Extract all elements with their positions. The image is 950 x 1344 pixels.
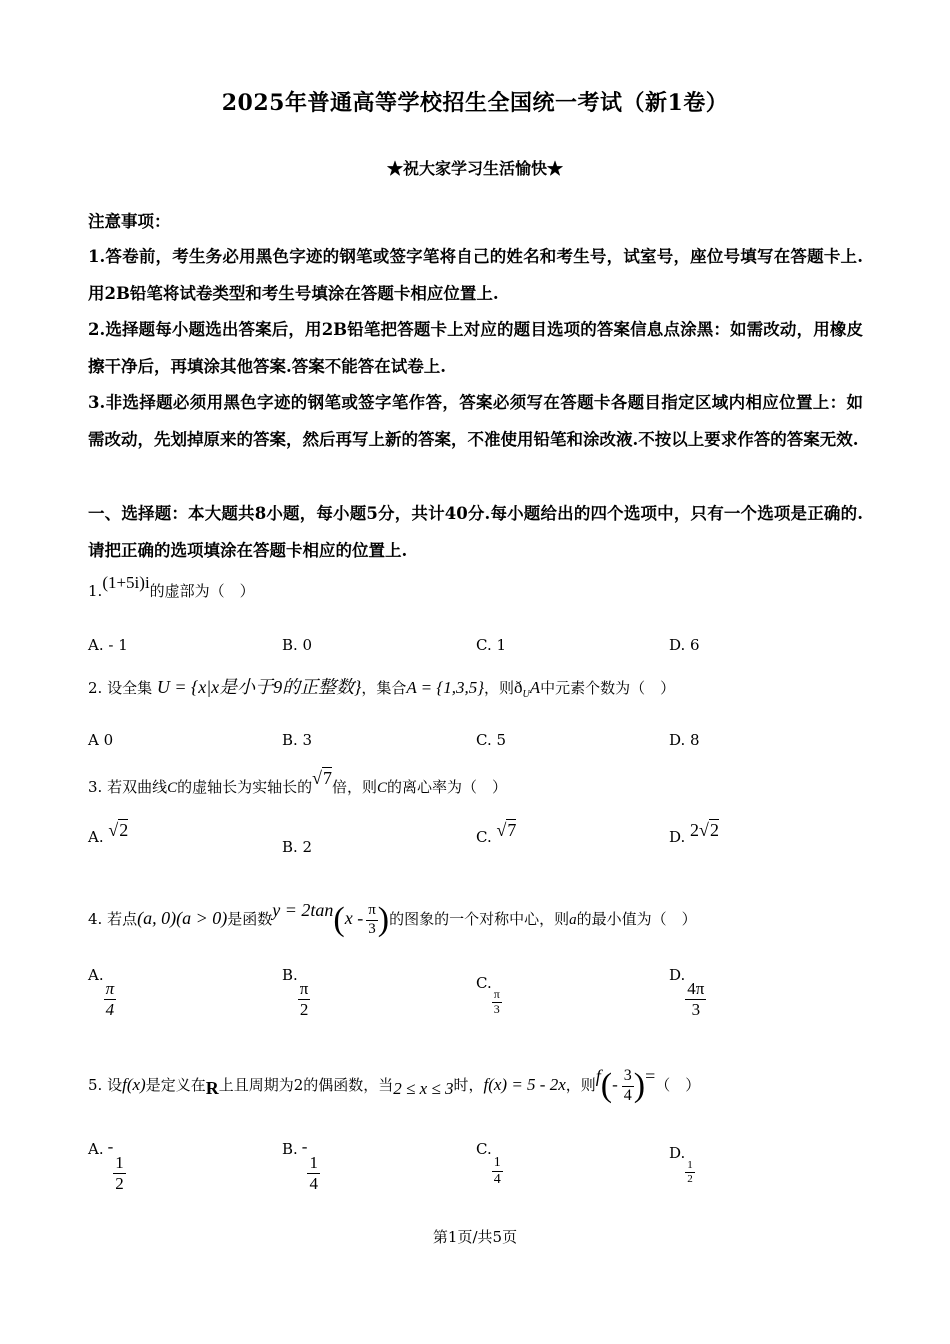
q5-fraction-den: 4 [623,1086,632,1104]
q5-option-c [476,1140,503,1188]
q2-option-c: C. 5 [476,731,507,749]
q4-right-paren: ) [377,901,390,938]
q4-x-minus: x - [344,908,364,928]
q5-option-c-num: 1 [492,1155,503,1172]
q3-mid: 的虚轴长为实轴长的 [177,778,313,796]
q3-c2: C [377,780,388,796]
q3-option-a-sqrt: √2 [108,820,129,840]
q4-fraction-den: 3 [368,920,376,937]
q3-sqrt: √7 [312,768,333,788]
q3-option-d-sqrt: 2√2 [690,820,719,840]
q2-set-a: A = {1,3,5} [406,678,485,697]
q4-left-paren: ( [333,901,345,938]
q3-option-c-label: C. [476,828,492,846]
q5-option-c-den: 4 [493,1172,501,1188]
question-3 [88,766,507,808]
q3-option-a-radicand: 2 [119,820,129,840]
q5-option-a [88,1137,126,1193]
q5-equals: = [645,1066,656,1086]
q3-option-c-sqrt: √7 [496,820,517,840]
q4-option-c-label: C. [476,974,492,992]
q5-option-b-sign: - [301,1137,308,1156]
q5-option-c-label: C. [476,1140,492,1158]
q2-complement-symbol: ð [514,678,523,697]
q4-lead: 4. 若点 [88,910,138,928]
q4-option-c-den: 3 [493,1001,500,1016]
q5-option-a-sign: - [107,1137,114,1156]
q2-tail: 中元素个数为（ ） [540,679,676,697]
q5-option-a-den: 2 [115,1173,124,1193]
q4-option-b-num: π [299,979,309,998]
q5-option-c-frac [492,1155,503,1188]
q5-option-d-num: 1 [687,1159,693,1171]
q2-option-b: B. 3 [282,731,313,749]
q5-fraction [622,1067,634,1105]
q4-option-a-label: A. [88,966,104,984]
q2-option-a: A 0 [88,731,114,749]
q5-fraction-num: 3 [622,1067,634,1086]
q5-lead: 5. 设 [88,1076,123,1094]
q2-then: ，则 [484,679,515,697]
q4-point: (a, 0)(a > 0) [137,908,228,928]
q3-option-d-coef: 2 [690,820,700,840]
q5-option-a-num: 1 [115,1153,124,1172]
q3-option-c [476,820,517,847]
q4-mid: 是函数 [227,910,273,928]
q5-option-d-label: D. [669,1144,686,1162]
q5-f: f [595,1066,601,1086]
q4-fraction [366,902,378,938]
q3-option-d-label: D. [669,828,686,846]
q3-option-d-radicand: 2 [709,820,719,840]
exam-title: 2025年普通高等学校招生全国统一考试（新1卷） [221,90,729,116]
q5-left-paren: ( [600,1067,613,1104]
q5-minus: - [612,1075,618,1094]
q4-option-b-frac [298,979,311,1019]
q1-expression: (1+5i)i [102,573,150,592]
q4-option-d [669,966,706,1019]
q3-option-c-radicand: 7 [507,820,517,840]
q4-option-a-den: 4 [105,999,115,1019]
q4-option-b-den: 2 [299,999,309,1019]
motto: ★祝大家学习生活愉快★ [386,159,563,178]
q5-option-b-num: 1 [309,1153,318,1172]
q5-real-set: R [205,1078,219,1098]
q2-set-u: U = {x|x是小于9的正整数} [156,677,362,697]
q4-option-c-frac [492,988,502,1017]
q5-tail: （ ） [655,1076,701,1094]
notice-item-1: 1.答卷前，考生务必用黑色字迹的钢笔或签字笔将自己的姓名和考生号，试室号，座位号填写在答题卡上.用2B铅笔将试卷类型和考生号填涂在答题卡相应位置上. [88,247,863,303]
q4-option-b [282,966,310,1019]
q4-option-b-label: B. [282,966,298,984]
q5-option-b-label: B. [282,1140,298,1158]
q5-right-paren: ) [633,1067,646,1104]
q5-option-b-den: 4 [309,1173,318,1193]
q1-option-b: B. 0 [282,636,313,654]
section-1-heading: 一、选择题：本大题共8小题，每小题5分，共计40分.每小题给出的四个选项中，只有一个选项是正确的.请把正确的选项填涂在答题卡相应的位置上. [88,504,863,560]
q2-lead: 2. 设全集 [88,679,153,697]
q1-option-c: C. 1 [476,636,507,654]
q5-option-a-frac [113,1153,126,1193]
notice-item-3: 3.非选择题必须用黑色字迹的钢笔或签字笔作答，答案必须写在答题卡各题目指定区域内相应位置上：如需改动，先划掉原来的答案，然后再写上新的答案，不准使用铅笔和涂改液.不按以上要求作答的答案无效. [88,393,863,449]
q5-option-b [282,1137,320,1193]
q5-fx: f(x) [122,1075,146,1094]
q5-range: 2 ≤ x ≤ 3 [393,1079,454,1098]
q5-option-b-frac [307,1153,320,1193]
q4-option-d-label: D. [669,966,686,984]
q4-fraction-num: π [366,902,378,920]
q4-option-d-den: 3 [691,999,701,1019]
q4-tail: 的最小值为（ ） [576,910,697,928]
q4-option-c [476,974,502,1017]
q3-radicand: 7 [323,768,333,788]
q2-mid: ，集合 [361,679,407,697]
q1-text: 的虚部为（ ） [149,582,255,600]
q4-post: 的图象的一个对称中心，则 [389,910,570,928]
q3-tail: 的离心率为（ ） [387,778,508,796]
q3-option-d [669,820,719,847]
q5-definition: f(x) = 5 - 2x [483,1075,566,1094]
q1-number: 1. [88,582,103,600]
q2-option-d: D. 8 [669,731,700,749]
q3-option-a [88,820,129,847]
q5-when: 时， [453,1076,484,1094]
q2-complement-sub: U [522,689,530,700]
q3-lead: 3. 若双曲线 [88,778,168,796]
question-1 [88,573,255,601]
question-5 [88,1052,700,1117]
q4-a: a [569,912,577,928]
q4-option-a-frac [104,979,117,1019]
q5-mid1: 是定义在 [145,1076,206,1094]
q5-then: ，则 [565,1076,596,1094]
q4-option-a [88,966,116,1019]
q4-option-c-num: π [493,987,500,1001]
q5-mid2: 上且周期为2的偶函数，当 [218,1076,394,1094]
q4-option-d-frac [685,979,706,1019]
q5-option-d-frac [685,1159,695,1185]
q3-option-b: B. 2 [282,838,313,856]
q1-option-a: A. - 1 [88,636,128,654]
question-2 [88,670,675,712]
question-4 [88,888,697,950]
q2-complement-a: A [529,678,541,697]
q5-option-d [669,1144,695,1185]
notice-heading: 注意事项： [88,212,171,231]
q4-option-d-num: 4π [687,979,705,998]
q4-option-a-num: π [105,979,115,998]
q3-c1: C [167,780,178,796]
q1-option-d: D. 6 [669,636,700,654]
page-footer: 第1页/共5页 [432,1228,518,1246]
q5-option-d-den: 2 [687,1172,693,1185]
q5-option-a-label: A. [88,1140,104,1158]
q3-option-a-label: A. [88,828,104,846]
q4-function: y = 2tan [272,900,334,920]
q3-post: 倍，则 [332,778,378,796]
notice-item-2: 2.选择题每小题选出答案后，用2B铅笔把答题卡上对应的题目选项的答案信息点涂黑：如需改动，用橡皮擦干净后，再填涂其他答案.答案不能答在试卷上. [88,320,863,376]
